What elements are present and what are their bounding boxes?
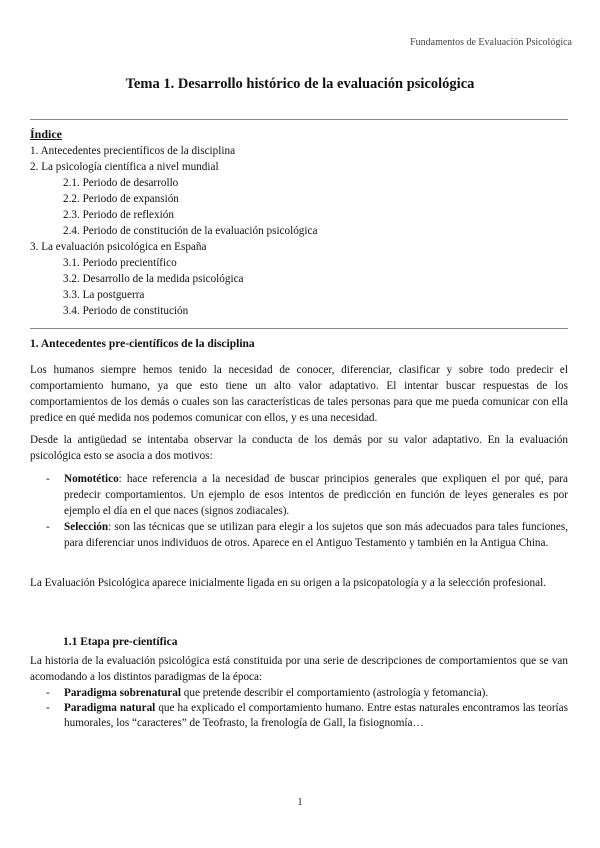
- paradigm-item: [30, 701, 568, 731]
- page-number: 1: [297, 797, 303, 808]
- subsection-heading: 1.1 Etapa pre-científica: [63, 636, 178, 648]
- index-divider: [30, 328, 568, 329]
- section-heading: 1. Antecedentes pre-científicos de la disciplina: [30, 338, 255, 350]
- motive-term: Selección: [64, 521, 109, 533]
- index-item: 3.2. Desarrollo de la medida psicológica: [63, 273, 244, 285]
- bullet-dash: -: [46, 702, 50, 714]
- index-item: 3.3. La postguerra: [63, 289, 145, 301]
- paradigm-item: [30, 686, 568, 701]
- bullet-dash: -: [46, 473, 50, 485]
- section-paragraph: Los humanos siempre hemos tenido la necesidad de conocer, diferenciar, clasificar y sobre todo predecir el comportamiento humano, ya que esto tiene un alto valor adaptativo. El intentar buscar respuestas de los comportamientos de los demás o cuales son las características de tales personas para que me pueda comunicar con ella predice en qué medida nos podemos comunicar con ellos, y es una necesidad.: [30, 364, 568, 424]
- subsection-paragraph: La historia de la evaluación psicológica está constituida por una serie de descripciones de comportamientos que se van acomodando a los distintos paradigmas de la época:: [30, 655, 568, 683]
- paradigm-term: Paradigma natural: [64, 702, 156, 714]
- paradigm-text: que ha explicado el comportamiento humano. Entre estas naturales encontramos las teorías humorales, los “caracteres” de Teofrasto, la frenología de Gall, la fisiognomía…: [64, 702, 568, 729]
- running-header: Fundamentos de Evaluación Psicológica: [410, 37, 572, 48]
- motive-item: [30, 519, 568, 551]
- motive-text: : hace referencia a la necesidad de buscar principios generales que expliquen el por qué, para predecir comportamientos. Un ejemplo de esos intentos de predicción en función de leyes generales es por ejemplo el día en el que naces (signos zodiacales).: [64, 473, 568, 517]
- motive-text: : son las técnicas que se utilizan para elegir a los sujetos que son más adecuados para tales funciones, para diferenciar unos individuos de otros. Aparece en el Antiguo Testamento y también en la Antigua China.: [64, 521, 568, 549]
- index-list: [30, 143, 317, 319]
- index-item: 3. La evaluación psicológica en España: [30, 241, 207, 253]
- index-item: 3.1. Periodo precientífico: [63, 257, 177, 269]
- paradigms-list: [30, 686, 568, 731]
- document-title: Tema 1. Desarrollo histórico de la evaluación psicológica: [125, 76, 475, 92]
- index-item: 1. Antecedentes precientíficos de la disciplina: [30, 145, 236, 157]
- index-item: 2.1. Periodo de desarrollo: [63, 177, 179, 189]
- index-item: 2.2. Periodo de expansión: [63, 193, 179, 205]
- index-item: 2.3. Periodo de reflexión: [63, 209, 174, 221]
- section-paragraph: La Evaluación Psicológica aparece inicialmente ligada en su origen a la psicopatología y a la selección profesional.: [30, 577, 546, 589]
- paradigm-text: que pretende describir el comportamiento (astrología y fetomancia).: [180, 687, 489, 699]
- index-item: 2.4. Periodo de constitución de la evaluación psicológica: [63, 225, 318, 237]
- bullet-dash: -: [46, 521, 50, 533]
- paradigm-term: Paradigma sobrenatural: [64, 687, 181, 699]
- section-paragraph: Desde la antigüedad se intentaba observar la conducta de los demás por su valor adaptativo. En la evaluación psicológica esto se asocia a dos motivos:: [30, 434, 568, 462]
- motives-list: [30, 471, 568, 551]
- top-divider: [30, 119, 568, 120]
- index-item: 2. La psicología científica a nivel mundial: [30, 161, 219, 173]
- index-heading: Índice: [30, 127, 63, 141]
- motive-item: [30, 471, 568, 519]
- motive-term: Nomotético: [64, 473, 119, 485]
- bullet-dash: -: [46, 687, 50, 699]
- index-item: 3.4. Periodo de constitución: [63, 305, 189, 317]
